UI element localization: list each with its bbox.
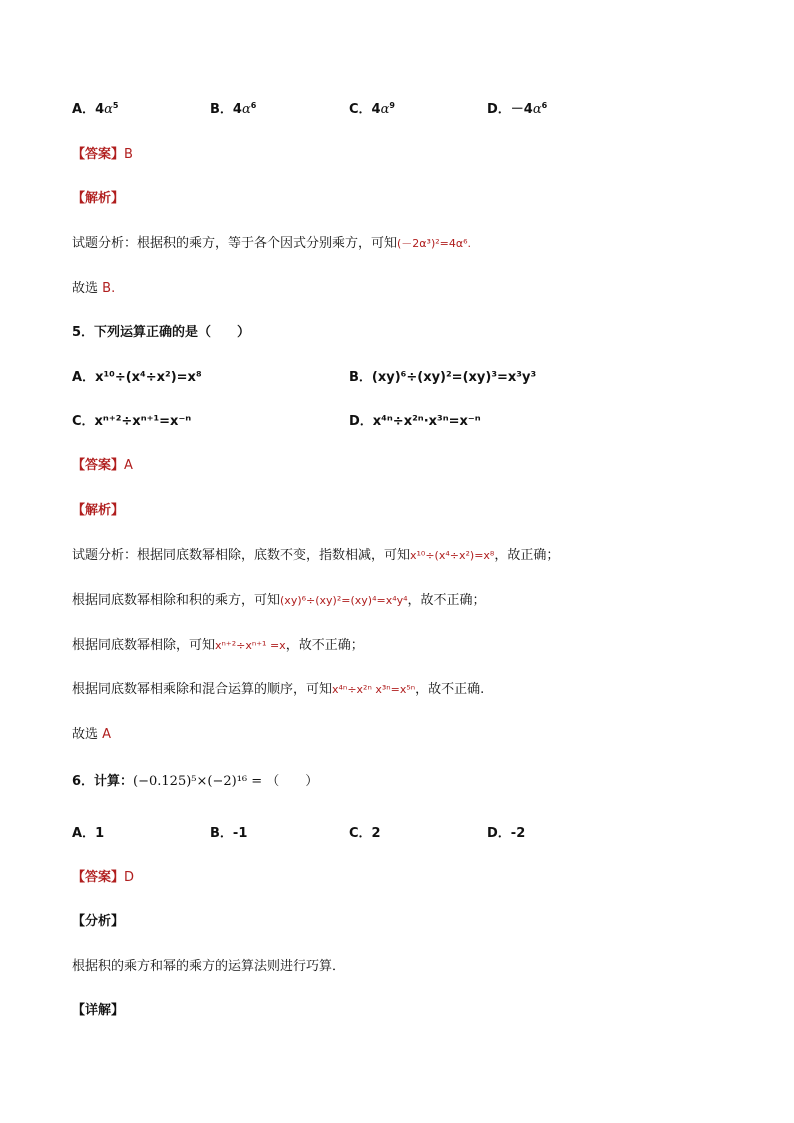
option-letter: B． — [210, 102, 233, 117]
option-base: －4 — [510, 102, 533, 117]
xiangjie-label: 【详解】 — [72, 1003, 125, 1018]
analysis-expr: xⁿ⁺²÷xⁿ⁺¹ =x — [215, 639, 286, 652]
option-var: α — [104, 102, 113, 117]
q6-xiangjie-label — [72, 1002, 124, 1020]
option-exp: 5 — [112, 101, 119, 110]
q6-option-d — [487, 825, 525, 843]
q4-conclusion — [72, 280, 115, 298]
option-var: α — [241, 102, 251, 117]
option-letter: D． — [487, 102, 511, 117]
analysis-tail: ，故正确； — [494, 548, 560, 563]
q4-analysis-label — [72, 190, 124, 208]
option-letter: A． — [72, 102, 96, 117]
option-base: 4 — [95, 102, 105, 117]
option-base: 4 — [232, 102, 242, 117]
option-letter: D． — [487, 826, 511, 841]
analysis-text: 试题分析：根据积的乘方，等于各个因式分别乘方，可知 — [72, 236, 398, 251]
analysis-text: 根据同底数幂相除和积的乘方，可知 — [72, 593, 281, 608]
option-letter: C． — [349, 826, 372, 841]
q5-answer — [72, 457, 133, 475]
option-exp: 6 — [541, 101, 548, 110]
option-text: 2 — [371, 826, 381, 841]
analysis-expr: (－2α³)²=4α⁶. — [397, 237, 472, 250]
option-text: xⁿ⁺²÷xⁿ⁺¹=x⁻ⁿ — [94, 414, 192, 429]
conclusion-text: 故选 — [72, 727, 99, 742]
analysis-text: 试题分析：根据同底数幂相除，底数不变，指数相减，可知 — [72, 548, 411, 563]
analysis-tail: ，故不正确. — [415, 682, 485, 697]
q6-fenxi-label — [72, 913, 124, 931]
q4-option-d — [487, 101, 547, 119]
option-text: x⁴ⁿ÷x²ⁿ·x³ⁿ=x⁻ⁿ — [372, 414, 481, 429]
q5-option-c — [72, 413, 191, 431]
option-exp: 6 — [250, 101, 257, 110]
q5-analysis-label — [72, 502, 124, 520]
answer-label: 【答案】 — [72, 458, 125, 473]
analysis-expr: x⁴ⁿ÷x²ⁿ x³ⁿ=x⁵ⁿ — [332, 683, 416, 696]
analysis-expr: x¹⁰÷(x⁴÷x²)=x⁸ — [410, 549, 495, 562]
option-letter: C． — [349, 102, 372, 117]
option-letter: D． — [349, 414, 373, 429]
conclusion-value: A — [102, 727, 112, 742]
q5-option-a — [72, 369, 202, 387]
q4-answer — [72, 146, 133, 164]
q6-option-a — [72, 825, 104, 843]
option-letter: A． — [72, 370, 96, 385]
option-letter: A． — [72, 826, 96, 841]
q5-analysis-line-2 — [72, 592, 486, 610]
q6-title-prefix: 6．计算： — [72, 774, 134, 789]
q4-option-b — [210, 101, 256, 119]
option-letter: B． — [349, 370, 372, 385]
option-base: 4 — [371, 102, 381, 117]
analysis-label: 【解析】 — [72, 191, 125, 206]
analysis-text: 根据同底数幂相乘除和混合运算的顺序，可知 — [72, 682, 333, 697]
q6-option-c — [349, 825, 381, 843]
q6-option-b — [210, 825, 247, 843]
option-text: (xy)⁶÷(xy)²=(xy)³=x³y³ — [371, 370, 537, 385]
answer-value: B — [124, 147, 133, 162]
option-exp: 9 — [389, 101, 395, 110]
conclusion-text: 故选 — [72, 281, 99, 296]
q6-expression: (−0.125)⁵×(−2)¹⁶ = （ ） — [133, 774, 319, 789]
option-letter: B． — [210, 826, 233, 841]
option-text: -2 — [510, 826, 526, 841]
q6-fenxi-text: 根据积的乘方和幂的乘方的运算法则进行巧算． — [72, 959, 346, 974]
q5-analysis-line-1 — [72, 547, 559, 565]
q6-title — [72, 773, 318, 791]
q4-option-c — [349, 101, 395, 119]
option-var: α — [380, 102, 390, 117]
q5-title: 5．下列运算正确的是（ ） — [72, 325, 251, 340]
q5-analysis-line-3 — [72, 637, 364, 655]
q5-option-d — [349, 413, 481, 431]
option-letter: C． — [72, 414, 95, 429]
analysis-tail: ，故不正确； — [407, 593, 486, 608]
q5-option-b — [349, 369, 536, 387]
q4-option-a — [72, 101, 118, 119]
option-var: α — [532, 102, 542, 117]
option-text: -1 — [232, 826, 248, 841]
answer-label: 【答案】 — [72, 147, 125, 162]
q5-conclusion — [72, 726, 111, 744]
q4-analysis-line — [72, 235, 471, 253]
analysis-expr: (xy)⁶÷(xy)²=(xy)⁴=x⁴y⁴ — [280, 594, 408, 607]
option-text: 1 — [95, 826, 105, 841]
analysis-label: 【解析】 — [72, 503, 125, 518]
answer-value: D — [124, 870, 135, 885]
answer-label: 【答案】 — [72, 870, 125, 885]
analysis-text: 根据同底数幂相除，可知 — [72, 638, 216, 653]
conclusion-value: B. — [102, 281, 116, 296]
fenxi-label: 【分析】 — [72, 914, 125, 929]
option-text: x¹⁰÷(x⁴÷x²)=x⁸ — [95, 370, 202, 385]
q5-analysis-line-4 — [72, 681, 484, 699]
q6-answer — [72, 869, 134, 887]
analysis-tail: ，故不正确； — [285, 638, 364, 653]
answer-value: A — [124, 458, 133, 473]
